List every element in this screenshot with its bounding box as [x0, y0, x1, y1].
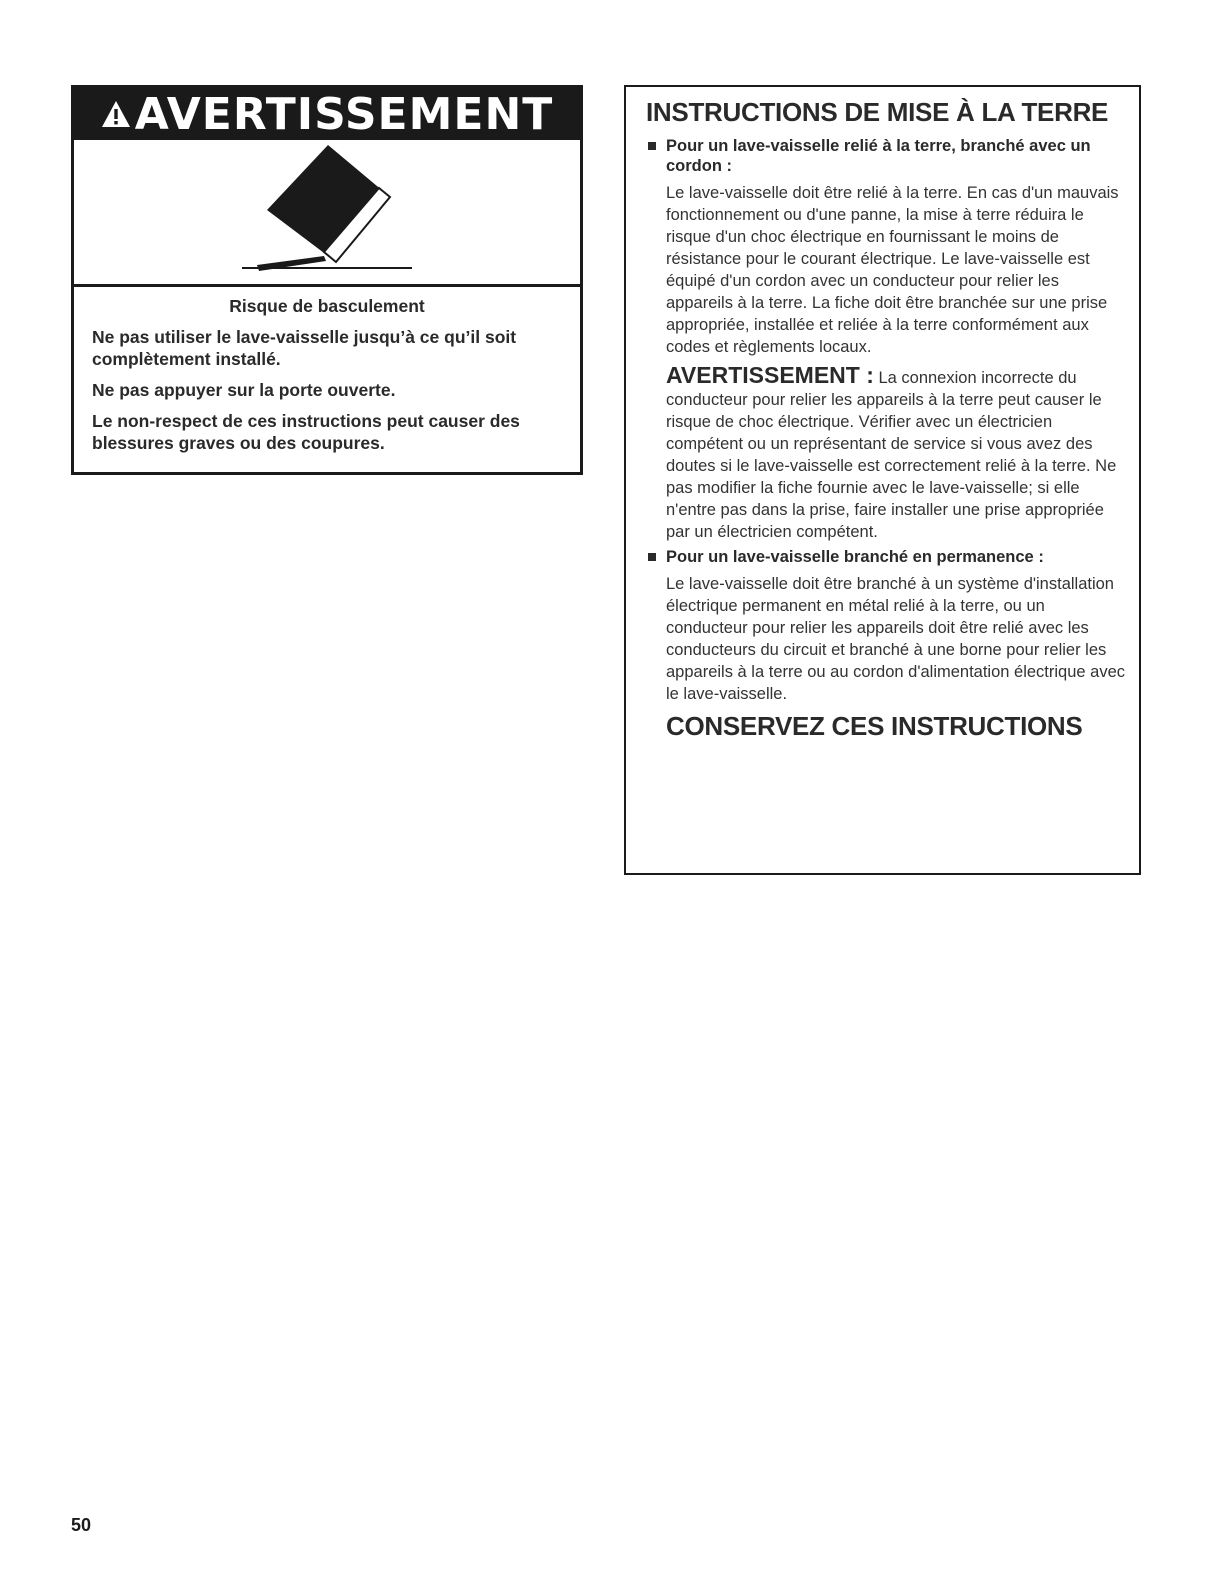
- warning-subtitle: Risque de basculement: [229, 296, 425, 316]
- save-instructions-footer: CONSERVEZ CES INSTRUCTIONS: [666, 711, 1083, 741]
- warning-text: La connexion incorrecte du conducteur pour relier les appareils à la terre peut causer le risque de choc électrique. Vérifier avec un électricien compétent ou un représentant de service si vous avez des doutes si le lave-vaisselle est correctement relié à la terre. Ne pas modifier la fiche fournie avec le lave-vaisselle; si elle n'entre pas dans la prise, faire installer une prise appropriée par un électricien compétent.: [666, 369, 1117, 541]
- warning-paragraph: [646, 364, 1125, 543]
- bullet-square-icon: [648, 553, 656, 561]
- warning-body: [74, 287, 580, 454]
- bullet-text: Pour un lave-vaisselle relié à la terre, branché avec un cordon :: [666, 137, 1091, 175]
- bullet-square-icon: [648, 142, 656, 150]
- warning-triangle-icon: [101, 99, 131, 129]
- bullet-text: Pour un lave-vaisselle branché en permanence :: [666, 548, 1044, 566]
- warning-box: [71, 85, 583, 475]
- page-number: 50: [71, 1515, 92, 1535]
- warning-line: Ne pas utiliser le lave-vaisselle jusqu’à ce qu’il soit complètement installé.: [92, 327, 517, 369]
- bullet-permanent: [646, 547, 1125, 567]
- warning-header: [74, 88, 580, 140]
- grounding-title: INSTRUCTIONS DE MISE À LA TERRE: [646, 97, 1109, 127]
- corded-paragraph: Le lave-vaisselle doit être relié à la terre. En cas d'un mauvais fonctionnement ou d'une panne, la mise à terre réduira le risque d'un choc électrique en fournissant le moins de résistance pour le courant électrique. Le lave-vaisselle est équipé d'un cordon avec un conducteur pour relier les appareils à la terre. La fiche doit être branchée sur une prise appropriée, installée et reliée à la terre conformément aux codes et règlements locaux.: [666, 184, 1119, 356]
- bullet-corded: [646, 136, 1125, 176]
- warning-lead: AVERTISSEMENT :: [666, 362, 874, 388]
- tipping-dishwasher-illustration: [74, 140, 580, 287]
- warning-line: Le non-respect de ces instructions peut causer des blessures graves ou des coupures.: [92, 411, 520, 453]
- warning-line: Ne pas appuyer sur la porte ouverte.: [92, 380, 396, 400]
- grounding-instructions-box: [624, 85, 1141, 875]
- warning-title: AVERTISSEMENT: [134, 88, 554, 140]
- permanent-paragraph: Le lave-vaisselle doit être branché à un système d'installation électrique permanent en métal relié à la terre, ou un conducteur pour relier les appareils doit être relié avec les conducteurs du circuit et branché à une borne pour relier les appareils à la terre ou au cordon d'alimentation électrique avec le lave-vaisselle.: [666, 575, 1126, 703]
